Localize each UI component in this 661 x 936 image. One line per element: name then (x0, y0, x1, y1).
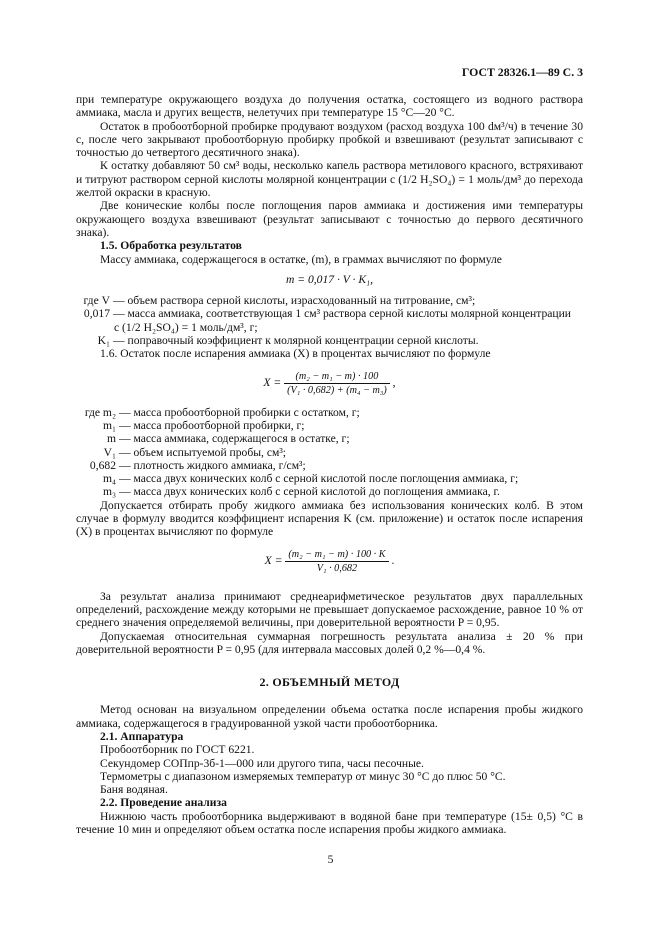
definition-row (76, 294, 583, 307)
definition-row (76, 334, 583, 347)
definition-text: — масса аммиака, соответствующая 1 см³ раствора серной кислоты молярной концентрации (113, 307, 572, 321)
formula-mass: m = 0,017 · V · K₁, (285, 272, 373, 286)
page-number: 5 (327, 853, 334, 866)
paragraph: Допускаемая относительная суммарная погрешность результата анализа ± 20 % при доверительной вероятности P = 0,95 (для интервала массовых долей 0,2 %—0,4 %. (76, 629, 583, 656)
definition-text: — масса аммиака, содержащегося в остатке, г; (119, 432, 350, 446)
paragraph: 1.6. Остаток после испарения аммиака (X) в процентах вычисляют по формуле (100, 347, 491, 361)
definition-row (76, 485, 583, 498)
apparatus-item: Пробоотборник по ГОСТ 6221. (100, 743, 255, 757)
subsection-heading: 2.2. Проведение анализа (100, 796, 227, 810)
formula-residue-evaporation (76, 549, 583, 574)
definition-term: K₁ (97, 334, 110, 348)
definition-term: m (106, 432, 116, 446)
definition-text: — масса пробоотборной пробирки с остатком, г; (119, 405, 360, 419)
definition-text: — объем раствора серной кислоты, израсходованный на титрование, см³; (113, 294, 476, 308)
definition-term: V₁ (103, 445, 116, 459)
definition-row (76, 406, 583, 419)
formula-fraction (285, 549, 388, 574)
paragraph: Две конические колбы после поглощения паров аммиака и достижения ими температуры окружающего воздуха взвешивают (результат записывают с точностью до первого десятичного знака). (76, 199, 583, 239)
apparatus-item: Секундомер СОПпр-3б-1—000 или другого типа, часы песочные. (100, 756, 424, 770)
definition-term: m₄ (102, 472, 116, 486)
paragraph: Допускается отбирать пробу жидкого аммиака без использования конических колб. В этом случае в формулу вводится коэффициент испарения K (см. приложение) и остаток после испарения (X) в процентах вычисляют по формуле (76, 498, 583, 539)
definition-row (76, 432, 583, 445)
paragraph: Остаток в пробоотборной пробирке продувают воздухом (расход воздуха 100 dм³/ч) в течение 30 с, после чего закрывают пробоотборную пробирку пробкой и взвешивают (результат записывают с точностью до четвертого десятичного знака). (76, 119, 583, 160)
section-heading: 2. ОБЪЕМНЫЙ МЕТОД (259, 675, 400, 690)
paragraph: Массу аммиака, содержащегося в остатке, (m), в граммах вычисляют по формуле (100, 252, 502, 266)
formula-lhs: X = (263, 375, 282, 389)
paragraph: Метод основан на визуальном определении объема остатка после испарения пробы жидкого аммиака, содержащегося в градуированной узкой части пробоотборника. (76, 703, 583, 730)
paragraph: при температуре окружающего воздуха до получения остатка, состоящего из водного раствора аммиака, масла и других веществ, нелетучих при температуре 15 °С—20 °С. (76, 93, 583, 120)
definition-row (76, 419, 583, 432)
formula-punct: . (391, 553, 395, 567)
subsection-heading: 2.1. Аппаратура (100, 729, 184, 743)
definition-term: 0,682 (89, 458, 116, 472)
formula-denominator: (V₁ · 0,682) + (m₄ − m₃) (287, 384, 387, 396)
page-body (76, 93, 583, 836)
apparatus-item: Термометры с диапазоном измеряемых температур от минус 30 °С до плюс 50 °С. (100, 769, 506, 783)
definition-term: где m₂ (84, 405, 116, 419)
definition-term: 0,017 (83, 307, 110, 321)
apparatus-item: Баня водяная. (100, 783, 168, 797)
definition-text: — масса двух конических колб с серной кислотой до поглощения аммиака, г. (119, 485, 500, 499)
paragraph: К остатку добавляют 50 см³ воды, несколько капель раствора метилового красного, встряхивают и титруют раствором серной кислоты молярной концентрации c (1/2 H₂SO₄) = 1 моль/дм³ до перехода желтой окраски в красную. (76, 159, 583, 200)
definition-text: — масса пробоотборной пробирки, г; (119, 418, 305, 432)
definition-text: — масса двух конических колб с серной кислотой после поглощения аммиака, г; (119, 472, 519, 486)
paragraph: За результат анализа принимают среднеарифметическое результатов двух параллельных определений, расхождение между которыми не превышает допускаемое расхождение, равное 10 % от среднего значения определяемой величины, при доверительной вероятности P = 0,95. (76, 589, 583, 630)
page-header: ГОСТ 28326.1—89 С. 3 (461, 65, 583, 79)
definition-text: — поправочный коэффициент к молярной концентрации серной кислоты. (113, 334, 479, 348)
formula-fraction (284, 371, 390, 396)
definition-row (76, 307, 583, 320)
definition-term: m₃ (102, 485, 116, 499)
formula-numerator: (m₂ − m₁ − m) · 100 (284, 371, 390, 384)
definition-continuation: c (1/2 H₂SO₄) = 1 моль/дм³, г; (114, 320, 258, 334)
definition-text: — плотность жидкого аммиака, г/см³; (119, 458, 306, 472)
definition-row (76, 472, 583, 485)
paragraph: Нижнюю часть пробоотборника выдерживают в водяной бане при температуре (15± 0,5) °С в течение 10 мин и определяют объем остатка после испарения пробы жидкого аммиака. (76, 809, 583, 837)
formula-numerator: (m₂ − m₁ − m) · 100 · K (285, 549, 388, 562)
formula-lhs: X = (264, 553, 283, 567)
formula-residue (76, 371, 583, 396)
definition-term: где V (83, 294, 110, 308)
definition-row (76, 459, 583, 472)
formula-denominator: V₁ · 0,682 (316, 562, 358, 574)
definition-text: — объем испытуемой пробы, см³; (119, 445, 287, 459)
formula-punct: , (392, 375, 396, 389)
definition-row (76, 446, 583, 459)
subsection-heading: 1.5. Обработка результатов (100, 239, 242, 253)
definition-term: m₁ (102, 418, 116, 432)
